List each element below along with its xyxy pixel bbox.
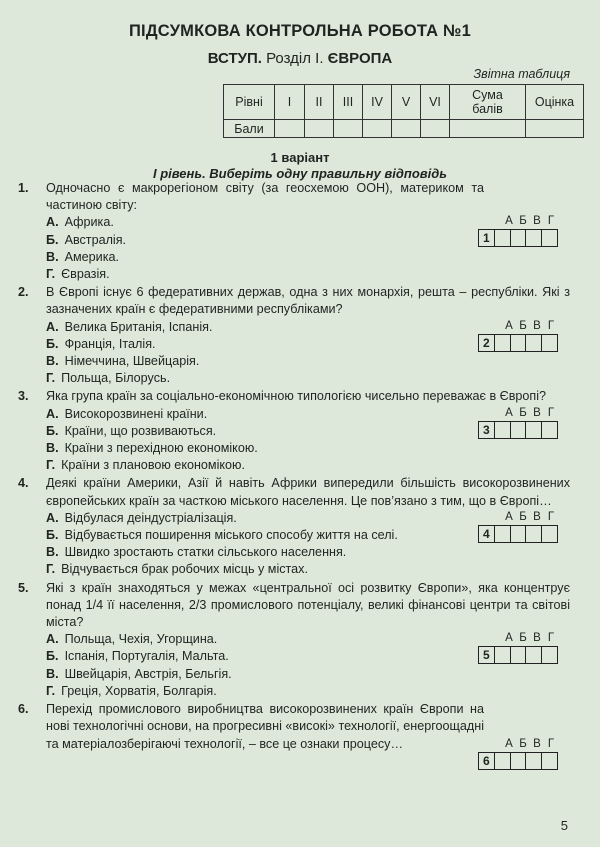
score-cell[interactable] [421, 120, 450, 138]
option-text: Іспанія, Португалія, Мальта. [64, 649, 229, 664]
answer-letter: В [533, 406, 541, 419]
variant-heading: 1 варіант [270, 150, 330, 165]
answer-grid [478, 631, 558, 664]
answer-grid [478, 737, 558, 770]
page-number: 5 [560, 818, 568, 833]
report-header-cell: IV [363, 85, 392, 120]
question-number: 3. [18, 389, 29, 404]
answer-cell[interactable] [541, 422, 557, 438]
answer-letter: Г [547, 632, 555, 645]
answer-letter: А [505, 319, 513, 332]
answer-grid [478, 510, 558, 543]
answer-option [46, 440, 574, 457]
answer-letter: Б [519, 406, 527, 419]
answer-option [46, 457, 574, 474]
score-cell[interactable] [392, 120, 421, 138]
question-text: Яка група країн за соціально-економічною типологією чисельно переважає в Європі? [46, 389, 547, 404]
option-text: Польща, Білорусь. [61, 371, 171, 386]
option-letter: А. [46, 215, 59, 230]
answer-cell[interactable] [525, 335, 541, 351]
answer-grid-number: 1 [483, 231, 490, 246]
option-text: Країни з перехідною економікою. [64, 441, 258, 456]
answer-cell[interactable] [510, 422, 526, 438]
option-text: Швидко зростають статки сільського населення. [64, 545, 347, 560]
option-text: Відбувається поширення міського способу життя на селі. [64, 528, 398, 543]
subtitle-section: Розділ І. [266, 50, 324, 67]
option-letter: Г. [46, 267, 56, 282]
question-text: Перехід промислового виробництва високорозвинених країн Європи на нові технологічні основи, на прогресивні «високі» технології, енергоощадні та матеріалозберігаючі технології, – все це ознаки процесу… [46, 702, 484, 751]
score-cell[interactable] [305, 120, 334, 138]
answer-grid-number: 2 [483, 335, 490, 350]
question-text: Деякі країни Америки, Азії й навіть Африки випередили більшість високорозвинених європейських країн за часткою міського населення. Це пов’язано з тим, що в Європі… [46, 476, 570, 508]
answer-letter: А [505, 215, 513, 228]
option-text: Греція, Хорватія, Болгарія. [61, 683, 217, 698]
answer-letter: А [505, 738, 513, 751]
question-item [18, 701, 574, 769]
answer-option [46, 266, 574, 283]
report-table [223, 84, 584, 138]
answer-option [46, 370, 574, 387]
option-letter: Г. [46, 371, 56, 386]
option-letter: Г. [46, 562, 56, 577]
option-letter: А. [46, 406, 59, 421]
answer-cell[interactable] [494, 526, 510, 542]
report-header-cell: V [392, 85, 421, 120]
option-letter: Б. [46, 423, 59, 438]
question-number: 6. [18, 702, 29, 717]
report-header-cell: VI [421, 85, 450, 120]
answer-cell[interactable] [510, 647, 526, 663]
answer-letter: А [505, 632, 513, 645]
option-text: Велика Британія, Іспанія. [64, 319, 213, 334]
answer-cell[interactable] [525, 422, 541, 438]
report-header-cell: II [305, 85, 334, 120]
question-item [18, 580, 574, 700]
answer-option [46, 249, 574, 266]
answer-letter: В [533, 319, 541, 332]
answer-grid-number: 5 [483, 648, 490, 663]
answer-cell[interactable] [525, 526, 541, 542]
question-text: Які з країн знаходяться у межах «центральної осі розвитку Європи», яка концентрує понад 1/4 її населення, 2/3 промислового потенціалу, великі фінансові центри та світові міста? [46, 580, 570, 630]
answer-cell[interactable] [525, 753, 541, 769]
score-cell[interactable] [275, 120, 305, 138]
option-letter: Б. [46, 649, 59, 664]
question-item [18, 180, 574, 283]
option-letter: В. [46, 666, 59, 681]
answer-letter: Г [547, 510, 555, 523]
answer-cell[interactable] [494, 753, 510, 769]
option-text: Америка. [64, 249, 119, 264]
question-item [18, 388, 574, 474]
answer-letter: Г [547, 738, 555, 751]
option-letter: А. [46, 319, 59, 334]
option-letter: Б. [46, 528, 59, 543]
answer-cell[interactable] [510, 230, 526, 246]
question-text: Одночасно є макрорегіоном світу (за геосхемою ООН), материком та частиною світу: [46, 181, 484, 213]
option-letter: В. [46, 354, 59, 369]
answer-grid [478, 214, 558, 247]
option-letter: В. [46, 545, 59, 560]
option-letter: Г. [46, 683, 56, 698]
option-letter: А. [46, 632, 59, 647]
question-number: 1. [18, 181, 29, 195]
answer-letter: А [505, 406, 513, 419]
report-header-cell: Рівні [224, 85, 275, 120]
answer-cell[interactable] [494, 647, 510, 663]
answer-letter: В [533, 215, 541, 228]
option-letter: Б. [46, 336, 59, 351]
report-header-cell: I [275, 85, 305, 120]
grade-cell[interactable] [526, 120, 584, 138]
option-text: Швейцарія, Австрія, Бельгія. [64, 666, 232, 681]
answer-cell[interactable] [525, 647, 541, 663]
option-text: Високорозвинені країни. [64, 406, 208, 421]
answer-grid-number: 3 [483, 422, 490, 437]
section-subtitle [0, 50, 600, 67]
option-text: Австралія. [64, 232, 127, 247]
answer-cell[interactable] [541, 526, 557, 542]
answer-cell[interactable] [494, 230, 510, 246]
answer-letter: Г [547, 215, 555, 228]
option-text: Відбулася деіндустріалізація. [64, 510, 237, 525]
answer-grid [478, 319, 558, 352]
answer-option [46, 683, 574, 700]
answer-cell[interactable] [510, 526, 526, 542]
answer-option [46, 666, 574, 683]
page-title: ПІДСУМКОВА КОНТРОЛЬНА РОБОТА №1 [129, 22, 471, 40]
subtitle-intro: ВСТУП. [207, 50, 262, 67]
answer-option [46, 561, 574, 578]
answer-cell[interactable] [541, 230, 557, 246]
answer-cell[interactable] [541, 647, 557, 663]
option-text: Німеччина, Швейцарія. [64, 354, 200, 369]
option-letter: В. [46, 441, 59, 456]
score-cell[interactable] [363, 120, 392, 138]
level-heading: I рівень. Виберіть одну правильну відповідь [152, 166, 448, 181]
report-header-cell: Оцінка [526, 85, 584, 120]
answer-letter: В [533, 510, 541, 523]
answer-letter: В [533, 738, 541, 751]
option-letter: Б. [46, 232, 59, 247]
report-header-cell: Сума балів [450, 85, 526, 120]
option-text: Відчувається брак робочих місць у містах. [61, 562, 308, 577]
report-header-cell: III [334, 85, 363, 120]
answer-cell[interactable] [525, 230, 541, 246]
option-text: Африка. [64, 215, 114, 230]
answer-cell[interactable] [494, 335, 510, 351]
question-item [18, 475, 574, 578]
answer-grid [478, 406, 558, 439]
report-table-caption: Звітна таблиця [473, 67, 570, 81]
answer-letter: Б [519, 319, 527, 332]
option-letter: А. [46, 510, 59, 525]
answer-grid-number: 6 [483, 754, 490, 769]
answer-cell[interactable] [541, 335, 557, 351]
answer-grid-number: 4 [483, 526, 490, 541]
option-text: Країни з плановою економікою. [61, 458, 245, 473]
option-letter: Г. [46, 458, 56, 473]
question-number: 2. [18, 285, 29, 300]
subtitle-topic: ЄВРОПА [327, 50, 393, 67]
answer-cell[interactable] [510, 335, 526, 351]
answer-letter: Г [547, 319, 555, 332]
questions-list [18, 180, 574, 769]
answer-letter: Б [519, 215, 527, 228]
answer-cell[interactable] [494, 422, 510, 438]
question-number: 5. [18, 580, 29, 595]
answer-letter: Б [519, 738, 527, 751]
question-number: 4. [18, 476, 29, 491]
option-text: Євразія. [61, 267, 110, 282]
score-sum-cell[interactable] [450, 120, 526, 138]
answer-option [46, 353, 574, 370]
answer-cell[interactable] [541, 753, 557, 769]
answer-letter: Б [519, 510, 527, 523]
option-text: Польща, Чехія, Угорщина. [64, 632, 218, 647]
answer-letter: Б [519, 632, 527, 645]
option-text: Країни, що розвиваються. [64, 423, 217, 438]
report-row-label: Бали [224, 120, 275, 138]
question-item [18, 284, 574, 387]
score-cell[interactable] [334, 120, 363, 138]
answer-cell[interactable] [510, 753, 526, 769]
answer-option [46, 544, 574, 561]
question-text: В Європі існує 6 федеративних держав, одна з них монархія, решта – республіки. Які з зазначених країн є федеративними республіками? [46, 285, 570, 317]
option-text: Франція, Італія. [64, 336, 156, 351]
answer-letter: А [505, 510, 513, 523]
option-letter: В. [46, 249, 59, 264]
answer-letter: Г [547, 406, 555, 419]
answer-letter: В [533, 632, 541, 645]
